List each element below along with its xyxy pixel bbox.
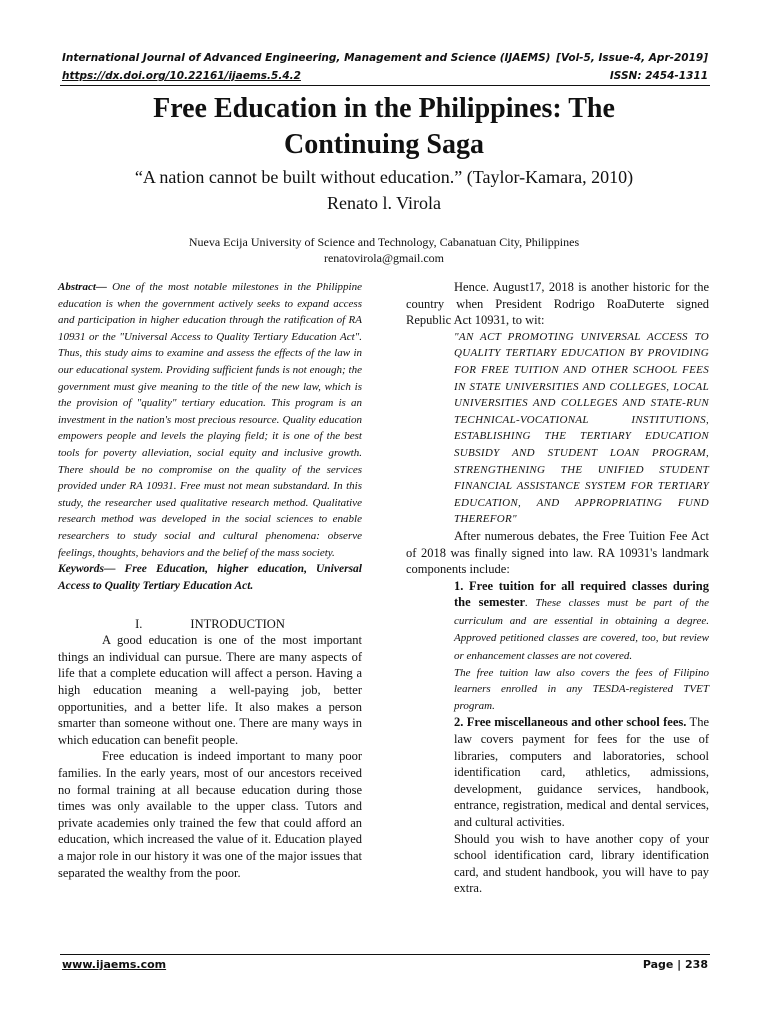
volume-issue: [Vol-5, Issue-4, Apr-2019] [556,52,708,64]
item-1-text: . These classes must be part of the curriculum and are essential in obtaining a degree. Approved petitioned classes are covered, too, but review or enhancement classes are not covered. [454,597,709,663]
title-line-1: Free Education in the Philippines: The [153,93,615,124]
intro-paragraph-2: Free education is indeed important to many poor families. In the early years, most of our ancestors received no formal training at all because education during those times was only available to the upper class. Tutors and private academies only trained the few that could afford an education, which increased the value of it. Education played a major role in our history it was one of the major issues that separated the wealthy from the poor. [58,749,362,880]
components-list [454,578,709,897]
section-title: INTRODUCTION [190,617,285,632]
page-number: Page | 238 [642,958,708,971]
right-paragraph-1: Hence. August17, 2018 is another historic for the country when President Rodrigo RoaDuterte signed Republic Act 10931, to wit: [406,280,709,328]
title-line-2: Continuing Saga [284,129,484,160]
affiliation-block [40,234,728,266]
list-item [454,578,709,665]
author-email[interactable]: renatovirola@gmail.com [323,251,444,265]
paper-title [40,91,728,163]
affiliation: Nueva Ecija University of Science and Technology, Cabanatuan City, Philippines [188,235,580,249]
keywords: Keywords— Free Education, higher education, Universal Access to Quality Tertiary Education Act. [58,563,362,592]
abstract-text: One of the most notable milestones in the Philippine education is when the government actively seeks to expand access and participation in higher education through the ratification of RA 10931 or the "Universal Access to Quality Tertiary Education Act". Thus, this study aims to examine and assess the effects of the law in our educational system. Providing sufficient funds is not enough; the government must give meaning to the title of the new law, which is the provision of "quality" tertiary education. This program is an investment in the nation's most precious resource. Quality education empowers people and levels the playing field; it is one of the best tools for poverty alleviation, social equity and inclusive growth. There should be no compromise on the quality of the services provided under RA 10931. Free must not mean substandard. In this study, the researcher used qualitative research method. Qualitative research method was developed in the social sciences to enable researchers to study social and cultural phenomena: observe feelings, thoughts, behaviors and the belief of the mass society. [58,281,362,559]
list-item [454,714,709,830]
footer-rule [60,954,710,955]
item-1-subnote: The free tuition law also covers the fees of Filipino learners enrolled in any TESDA-registered TVET program. [454,666,709,712]
item-1-title: 1. Free tuition for all required classes during the semester [454,578,709,610]
section-heading [58,616,362,632]
abstract [58,279,362,561]
right-paragraph-2: After numerous debates, the Free Tuition Fee Act of 2018 was finally signed into law. RA 10931's landmark components include: [406,528,709,577]
journal-name: International Journal of Advanced Engineering, Management and Science (IJAEMS) [62,52,551,64]
doi-link[interactable]: https://dx.doi.org/10.22161/ijaems.5.4.2 [62,70,301,82]
act-title-quote: "AN ACT PROMOTING UNIVERSAL ACCESS TO QUALITY TERTIARY EDUCATION BY PROVIDING FOR FREE TUITION AND OTHER SCHOOL FEES IN STATE UNIVERSITIES AND COLLEGES, LOCAL UNIVERSITIES AND COLLEGES AND STATE-RUN TECHNICAL-VOCATIONAL INSTITUTIONS, ESTABLISHING THE TERTIARY EDUCATION SUBSIDY AND STUDENT LOAN PROGRAM, STRENGTHENING THE UNIFIED STUDENT FINANCIAL ASSISTANCE SYSTEM FOR TERTIARY EDUCATION, AND APPROPRIATING FUND THEREFOR" [454,330,709,526]
author-name: Renato l. Virola [326,193,442,213]
issn: ISSN: 2454-1311 [609,70,708,82]
abstract-label: Abstract— [58,281,107,293]
item-2-title: 2. Free miscellaneous and other school fees. [454,715,687,730]
section-number: I. [135,617,143,632]
intro-paragraph-1: A good education is one of the most important things an individual can pursue. There are many aspects of life that a complete education will affect a person. Having a high education meaning a well-paying job, better opportunities, and a better life. It also makes a person smarter than someone without one. There are many ways in which education can benefit people. [58,633,362,747]
footer-website-link[interactable]: www.ijaems.com [62,958,167,971]
item-2-text: The law covers payment for fees for the use of libraries, computers and laboratories, school identification card, athletics, admissions, development, guidance services, handbook, entrance, registration, medical and dental services, and cultural activities. [454,715,709,829]
epigraph-quote: “A nation cannot be built without education.” (Taylor-Kamara, 2010) [134,167,634,187]
item-2-extra: Should you wish to have another copy of your school identification card, library identification card, and student handbook, you will have to pay extra. [454,831,709,896]
left-column [58,279,362,881]
header-rule [60,85,710,86]
right-column [406,279,709,897]
